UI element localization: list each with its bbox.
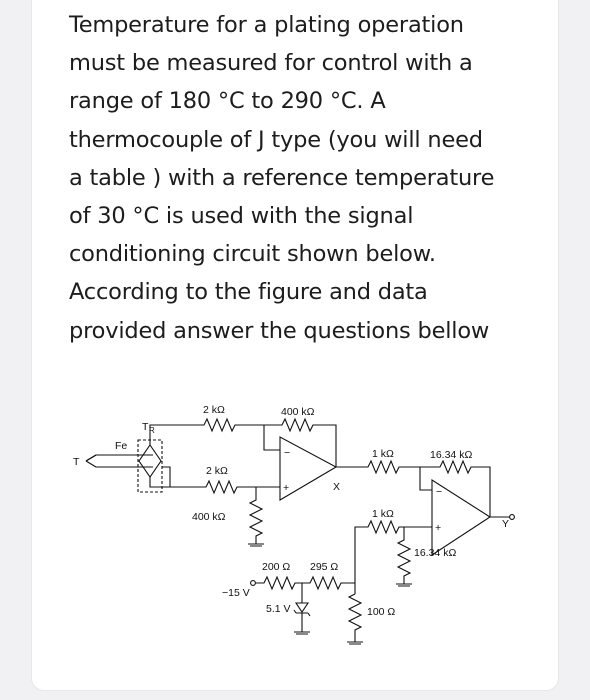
label-r-1k-top: 1 kΩ — [372, 448, 394, 460]
label-zener: 5.1 V — [266, 603, 291, 615]
label-r-100: 100 Ω — [367, 606, 396, 618]
resistor-2k-mid — [200, 481, 256, 493]
label-r-295: 295 Ω — [310, 561, 339, 573]
question-line-2: must be measured for control with a — [69, 50, 473, 77]
label-y: Y — [502, 518, 510, 530]
question-line-6: of 30 °C is used with the signal — [69, 203, 414, 230]
label-r-ground: 400 kΩ — [192, 511, 226, 523]
resistor-100 — [349, 594, 361, 642]
t-arrow — [86, 455, 96, 467]
question-line-1: Temperature for a plating operation — [69, 12, 464, 38]
wire-mid — [162, 467, 170, 487]
label-tr: T — [142, 421, 149, 433]
label-minus2: − — [436, 486, 443, 498]
question-line-5: a table ) with a reference temperature — [69, 164, 495, 191]
wire-inv — [264, 425, 280, 450]
label-minus1: − — [284, 447, 291, 459]
label-tr-sub: R — [149, 426, 155, 435]
resistor-400k-feedback — [264, 419, 336, 467]
label-r-top: 2 kΩ — [203, 404, 225, 416]
resistor-1k-bottom — [363, 521, 432, 533]
label-plus2: + — [435, 522, 442, 534]
ground-4 — [347, 642, 363, 644]
resistor-2k-top — [196, 419, 264, 431]
label-r-ground2: 16.34 kΩ — [414, 547, 457, 559]
label-r-feedback1: 400 kΩ — [281, 406, 315, 418]
label-supply: −15 V — [222, 587, 250, 599]
resistor-1k-top — [363, 461, 420, 473]
resistor-200 — [256, 577, 302, 589]
ground-2 — [396, 584, 412, 586]
wire-inv2 — [420, 467, 432, 490]
resistor-16k-ground — [398, 527, 410, 584]
label-r-1k-bottom: 1 kΩ — [372, 508, 394, 520]
ground-3 — [294, 632, 310, 634]
junction-diamond — [139, 445, 161, 477]
label-r-feedback2: 16.34 kΩ — [430, 449, 473, 461]
terminal-supply — [251, 581, 256, 586]
question-line-9: provided answer the questions bellow — [69, 317, 490, 344]
label-fe: Fe — [115, 440, 128, 452]
label-x: X — [333, 481, 341, 493]
resistor-295 — [302, 577, 355, 589]
question-line-3: range of 180 °C to 290 °C. A — [69, 88, 386, 115]
question-line-7: conditioning circuit shown below. — [69, 241, 436, 268]
label-r-200: 200 Ω — [262, 561, 291, 573]
question-line-4: thermocouple of J type (you will need — [69, 126, 483, 153]
resistor-400k-ground — [250, 487, 262, 544]
wire-tr-bottom — [150, 477, 170, 487]
terminal-y — [510, 515, 515, 520]
resistor-16k-feedback — [420, 461, 490, 517]
wire-tr-top — [150, 425, 196, 445]
label-t: T — [73, 456, 80, 468]
ground-1 — [248, 544, 264, 546]
label-plus1: + — [283, 482, 290, 494]
question-line-8: According to the figure and data — [69, 279, 428, 306]
label-r-mid: 2 kΩ — [206, 465, 228, 477]
